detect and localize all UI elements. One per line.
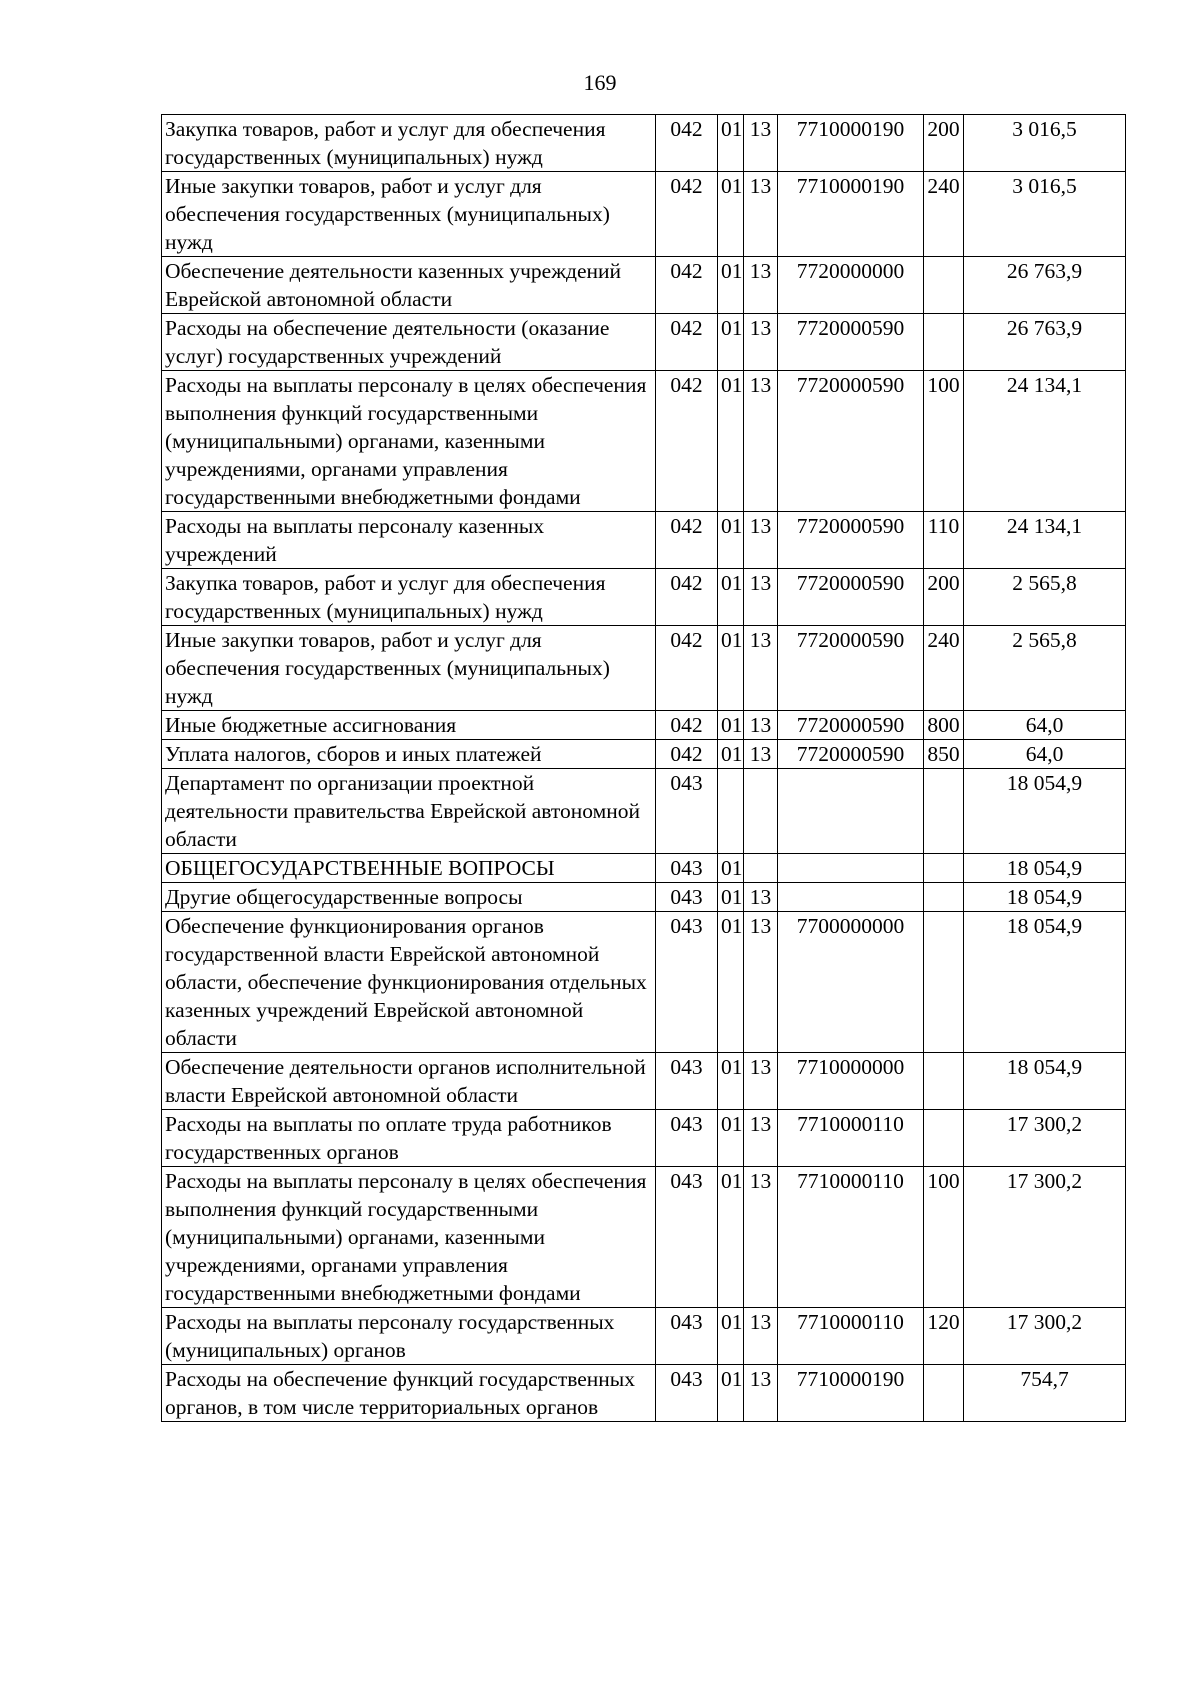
- target-article-code-cell: 7710000110: [778, 1110, 924, 1167]
- amount-cell: 64,0: [964, 711, 1126, 740]
- section-code-cell: 01: [718, 1308, 744, 1365]
- budget-table-body: [162, 115, 1126, 1422]
- subsection-code-cell: 13: [744, 1365, 778, 1422]
- amount-cell: 18 054,9: [964, 883, 1126, 912]
- target-article-code-cell: 7700000000: [778, 912, 924, 1053]
- expense-type-code-cell: [924, 314, 964, 371]
- target-article-code-cell: 7720000590: [778, 314, 924, 371]
- section-code-cell: 01: [718, 711, 744, 740]
- subsection-code-cell: 13: [744, 883, 778, 912]
- subsection-code-cell: 13: [744, 1167, 778, 1308]
- amount-cell: 26 763,9: [964, 314, 1126, 371]
- expense-name-cell: ОБЩЕГОСУДАРСТВЕННЫЕ ВОПРОСЫ: [162, 854, 656, 883]
- ministry-code-cell: 043: [656, 854, 718, 883]
- target-article-code-cell: 7720000590: [778, 569, 924, 626]
- table-row: [162, 854, 1126, 883]
- expense-type-code-cell: [924, 854, 964, 883]
- amount-cell: 24 134,1: [964, 512, 1126, 569]
- table-row: [162, 912, 1126, 1053]
- expense-type-code-cell: 100: [924, 1167, 964, 1308]
- ministry-code-cell: 042: [656, 172, 718, 257]
- target-article-code-cell: 7720000590: [778, 711, 924, 740]
- expense-type-code-cell: 110: [924, 512, 964, 569]
- expense-name-cell: Департамент по организации проектной деятельности правительства Еврейской автономной области: [162, 769, 656, 854]
- target-article-code-cell: 7710000000: [778, 1053, 924, 1110]
- expense-type-code-cell: 200: [924, 115, 964, 172]
- target-article-code-cell: 7710000190: [778, 1365, 924, 1422]
- expense-type-code-cell: [924, 1053, 964, 1110]
- subsection-code-cell: 13: [744, 314, 778, 371]
- expense-type-code-cell: [924, 1365, 964, 1422]
- ministry-code-cell: 042: [656, 512, 718, 569]
- expense-name-cell: Обеспечение деятельности органов исполнительной власти Еврейской автономной области: [162, 1053, 656, 1110]
- table-row: [162, 1167, 1126, 1308]
- table-row: [162, 740, 1126, 769]
- target-article-code-cell: 7710000190: [778, 115, 924, 172]
- ministry-code-cell: 043: [656, 1110, 718, 1167]
- amount-cell: 64,0: [964, 740, 1126, 769]
- expense-name-cell: Закупка товаров, работ и услуг для обеспечения государственных (муниципальных) нужд: [162, 115, 656, 172]
- expense-name-cell: Расходы на выплаты персоналу в целях обеспечения выполнения функций государственными (муниципальными) органами, казенными учреждениями, органами управления государственными внебюджетными фондами: [162, 371, 656, 512]
- target-article-code-cell: [778, 854, 924, 883]
- ministry-code-cell: 043: [656, 769, 718, 854]
- subsection-code-cell: 13: [744, 172, 778, 257]
- table-row: [162, 371, 1126, 512]
- table-row: [162, 512, 1126, 569]
- table-row: [162, 769, 1126, 854]
- section-code-cell: 01: [718, 883, 744, 912]
- ministry-code-cell: 043: [656, 912, 718, 1053]
- amount-cell: 3 016,5: [964, 172, 1126, 257]
- target-article-code-cell: 7710000110: [778, 1308, 924, 1365]
- section-code-cell: 01: [718, 172, 744, 257]
- ministry-code-cell: 043: [656, 883, 718, 912]
- subsection-code-cell: 13: [744, 371, 778, 512]
- expense-type-code-cell: [924, 912, 964, 1053]
- expense-name-cell: Обеспечение деятельности казенных учреждений Еврейской автономной области: [162, 257, 656, 314]
- subsection-code-cell: 13: [744, 912, 778, 1053]
- subsection-code-cell: 13: [744, 115, 778, 172]
- section-code-cell: 01: [718, 257, 744, 314]
- ministry-code-cell: 043: [656, 1053, 718, 1110]
- expense-type-code-cell: 120: [924, 1308, 964, 1365]
- table-row: [162, 711, 1126, 740]
- subsection-code-cell: 13: [744, 512, 778, 569]
- expense-name-cell: Закупка товаров, работ и услуг для обеспечения государственных (муниципальных) нужд: [162, 569, 656, 626]
- subsection-code-cell: 13: [744, 1110, 778, 1167]
- expense-name-cell: Расходы на выплаты персоналу казенных учреждений: [162, 512, 656, 569]
- target-article-code-cell: 7710000110: [778, 1167, 924, 1308]
- target-article-code-cell: [778, 883, 924, 912]
- expense-name-cell: Иные закупки товаров, работ и услуг для обеспечения государственных (муниципальных) нужд: [162, 172, 656, 257]
- table-row: [162, 626, 1126, 711]
- ministry-code-cell: 042: [656, 711, 718, 740]
- expense-type-code-cell: [924, 883, 964, 912]
- amount-cell: 24 134,1: [964, 371, 1126, 512]
- table-row: [162, 883, 1126, 912]
- amount-cell: 17 300,2: [964, 1167, 1126, 1308]
- page-number: 169: [583, 70, 617, 95]
- amount-cell: 754,7: [964, 1365, 1126, 1422]
- section-code-cell: 01: [718, 854, 744, 883]
- target-article-code-cell: 7710000190: [778, 172, 924, 257]
- expense-type-code-cell: [924, 1110, 964, 1167]
- expense-name-cell: Другие общегосударственные вопросы: [162, 883, 656, 912]
- ministry-code-cell: 042: [656, 569, 718, 626]
- subsection-code-cell: [744, 854, 778, 883]
- table-row: [162, 1053, 1126, 1110]
- ministry-code-cell: 043: [656, 1308, 718, 1365]
- target-article-code-cell: 7720000590: [778, 512, 924, 569]
- ministry-code-cell: 042: [656, 314, 718, 371]
- amount-cell: 17 300,2: [964, 1110, 1126, 1167]
- target-article-code-cell: 7720000590: [778, 371, 924, 512]
- section-code-cell: 01: [718, 512, 744, 569]
- target-article-code-cell: [778, 769, 924, 854]
- ministry-code-cell: 042: [656, 257, 718, 314]
- table-row: [162, 1308, 1126, 1365]
- section-code-cell: [718, 769, 744, 854]
- amount-cell: 2 565,8: [964, 626, 1126, 711]
- table-row: [162, 314, 1126, 371]
- subsection-code-cell: 13: [744, 1053, 778, 1110]
- section-code-cell: 01: [718, 1110, 744, 1167]
- expense-type-code-cell: 240: [924, 172, 964, 257]
- subsection-code-cell: [744, 769, 778, 854]
- table-row: [162, 1365, 1126, 1422]
- amount-cell: 18 054,9: [964, 1053, 1126, 1110]
- subsection-code-cell: 13: [744, 711, 778, 740]
- expense-type-code-cell: 200: [924, 569, 964, 626]
- amount-cell: 18 054,9: [964, 769, 1126, 854]
- budget-table: [161, 114, 1126, 1422]
- amount-cell: 18 054,9: [964, 912, 1126, 1053]
- table-row: [162, 115, 1126, 172]
- section-code-cell: 01: [718, 1053, 744, 1110]
- amount-cell: 3 016,5: [964, 115, 1126, 172]
- expense-name-cell: Расходы на обеспечение функций государственных органов, в том числе территориальных органов: [162, 1365, 656, 1422]
- section-code-cell: 01: [718, 740, 744, 769]
- expense-type-code-cell: 850: [924, 740, 964, 769]
- ministry-code-cell: 042: [656, 626, 718, 711]
- expense-name-cell: Расходы на выплаты персоналу в целях обеспечения выполнения функций государственными (муниципальными) органами, казенными учреждениями, органами управления государственными внебюджетными фондами: [162, 1167, 656, 1308]
- expense-name-cell: Обеспечение функционирования органов государственной власти Еврейской автономной области, обеспечение функционирования отдельных казенных учреждений Еврейской автономной области: [162, 912, 656, 1053]
- expense-name-cell: Иные бюджетные ассигнования: [162, 711, 656, 740]
- amount-cell: 17 300,2: [964, 1308, 1126, 1365]
- subsection-code-cell: 13: [744, 569, 778, 626]
- subsection-code-cell: 13: [744, 1308, 778, 1365]
- table-row: [162, 172, 1126, 257]
- section-code-cell: 01: [718, 115, 744, 172]
- table-row: [162, 257, 1126, 314]
- expense-type-code-cell: 800: [924, 711, 964, 740]
- expense-name-cell: Расходы на выплаты по оплате труда работников государственных органов: [162, 1110, 656, 1167]
- table-row: [162, 1110, 1126, 1167]
- table-row: [162, 569, 1126, 626]
- section-code-cell: 01: [718, 1365, 744, 1422]
- section-code-cell: 01: [718, 371, 744, 512]
- ministry-code-cell: 042: [656, 115, 718, 172]
- target-article-code-cell: 7720000590: [778, 626, 924, 711]
- expense-type-code-cell: 240: [924, 626, 964, 711]
- section-code-cell: 01: [718, 1167, 744, 1308]
- subsection-code-cell: 13: [744, 626, 778, 711]
- amount-cell: 26 763,9: [964, 257, 1126, 314]
- amount-cell: 2 565,8: [964, 569, 1126, 626]
- expense-type-code-cell: 100: [924, 371, 964, 512]
- section-code-cell: 01: [718, 314, 744, 371]
- expense-type-code-cell: [924, 257, 964, 314]
- ministry-code-cell: 042: [656, 371, 718, 512]
- section-code-cell: 01: [718, 569, 744, 626]
- ministry-code-cell: 043: [656, 1167, 718, 1308]
- expense-name-cell: Иные закупки товаров, работ и услуг для обеспечения государственных (муниципальных) нужд: [162, 626, 656, 711]
- subsection-code-cell: 13: [744, 257, 778, 314]
- expense-name-cell: Расходы на выплаты персоналу государственных (муниципальных) органов: [162, 1308, 656, 1365]
- expense-name-cell: Уплата налогов, сборов и иных платежей: [162, 740, 656, 769]
- section-code-cell: 01: [718, 912, 744, 1053]
- section-code-cell: 01: [718, 626, 744, 711]
- amount-cell: 18 054,9: [964, 854, 1126, 883]
- expense-type-code-cell: [924, 769, 964, 854]
- target-article-code-cell: 7720000590: [778, 740, 924, 769]
- ministry-code-cell: 043: [656, 1365, 718, 1422]
- target-article-code-cell: 7720000000: [778, 257, 924, 314]
- expense-name-cell: Расходы на обеспечение деятельности (оказание услуг) государственных учреждений: [162, 314, 656, 371]
- ministry-code-cell: 042: [656, 740, 718, 769]
- subsection-code-cell: 13: [744, 740, 778, 769]
